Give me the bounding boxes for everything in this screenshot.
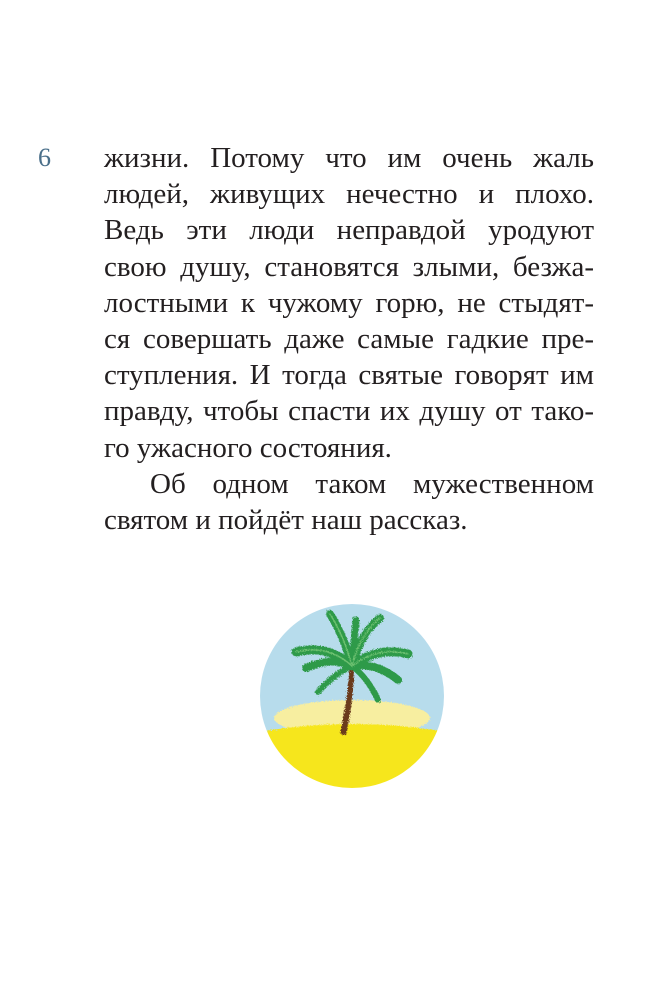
text-line: лостными к чужому горю, не стыдят- xyxy=(104,286,594,319)
palm-tree-island-icon xyxy=(248,596,458,792)
text-line: свою душу, становятся злыми, безжа- xyxy=(104,250,594,283)
text-line: Об одном таком мужественном xyxy=(150,467,594,500)
text-line: го ужасного состояния. xyxy=(104,431,392,464)
text-line: правду, чтобы спасти их душу от тако- xyxy=(104,395,594,428)
text-line: святом и пойдёт наш рассказ. xyxy=(104,503,468,536)
text-line: жизни. Потому что им очень жаль xyxy=(104,142,594,174)
text-line: ступления. И тогда святые говорят им xyxy=(104,359,594,392)
body-text xyxy=(104,140,594,538)
text-line: ся совершать даже самые гадкие пре- xyxy=(104,322,594,355)
text-line: людей, живущих нечестно и плохо. xyxy=(104,178,594,211)
text-line: Ведь эти люди неправдой уродуют xyxy=(104,214,594,247)
page-number: 6 xyxy=(38,143,51,172)
